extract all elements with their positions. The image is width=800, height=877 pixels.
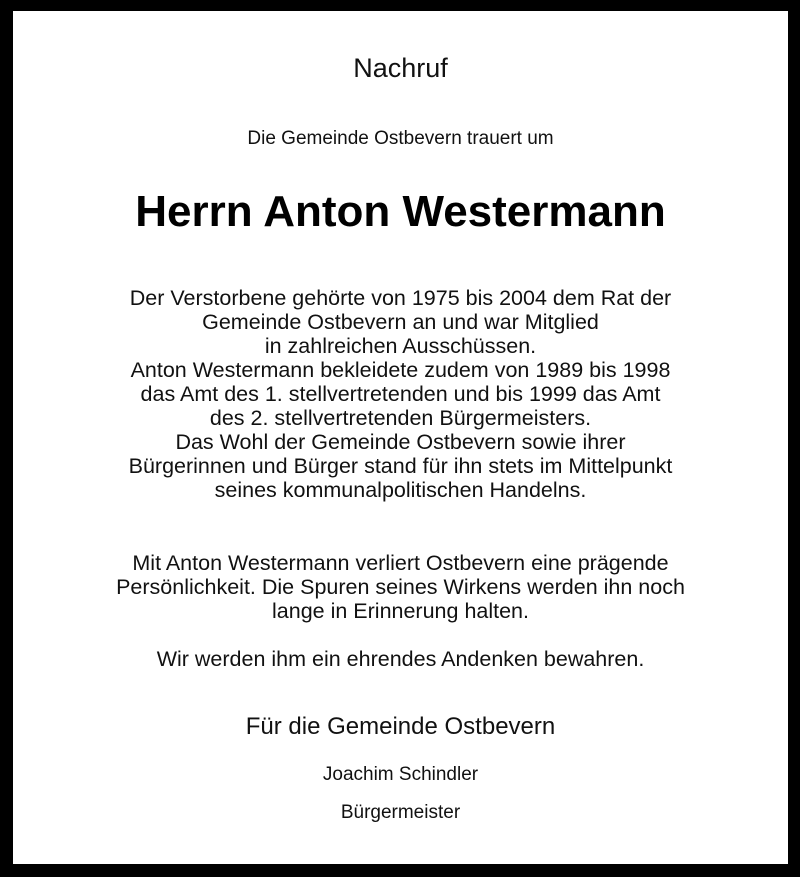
body-line: Bürgerinnen und Bürger stand für ihn stets im Mittelpunkt [128, 454, 673, 478]
body-line: das Amt des 1. stellvertretenden und bis 1999 das Amt [140, 382, 661, 406]
body-line: Persönlichkeit. Die Spuren seines Wirkens werden ihn noch [116, 575, 685, 599]
signature-organization: Für die Gemeinde Ostbevern [245, 713, 556, 740]
signature-role: Bürgermeister [340, 802, 461, 823]
body-line: Wir werden ihm ein ehrendes Andenken bewahren. [156, 647, 645, 671]
notice-title: Nachruf [353, 53, 448, 83]
obituary-notice [13, 11, 788, 864]
deceased-name: Herrn Anton Westermann [135, 187, 666, 236]
body-line: Gemeinde Ostbevern an und war Mitglied [202, 310, 599, 334]
body-line: Das Wohl der Gemeinde Ostbevern sowie ihrer [175, 430, 626, 454]
body-line: Mit Anton Westermann verliert Ostbevern eine prägende [132, 551, 669, 575]
body-line: in zahlreichen Ausschüssen. [264, 334, 537, 358]
body-line: Anton Westermann bekleidete zudem von 1989 bis 1998 [130, 358, 671, 382]
body-line: seines kommunalpolitischen Handelns. [214, 478, 587, 502]
body-line: lange in Erinnerung halten. [272, 599, 529, 623]
body-line: des 2. stellvertretenden Bürgermeisters. [209, 406, 592, 430]
signature-person: Joachim Schindler [322, 764, 479, 785]
body-line: Der Verstorbene gehörte von 1975 bis 2004 dem Rat der [129, 286, 672, 310]
notice-subtitle: Die Gemeinde Ostbevern trauert um [247, 128, 554, 149]
